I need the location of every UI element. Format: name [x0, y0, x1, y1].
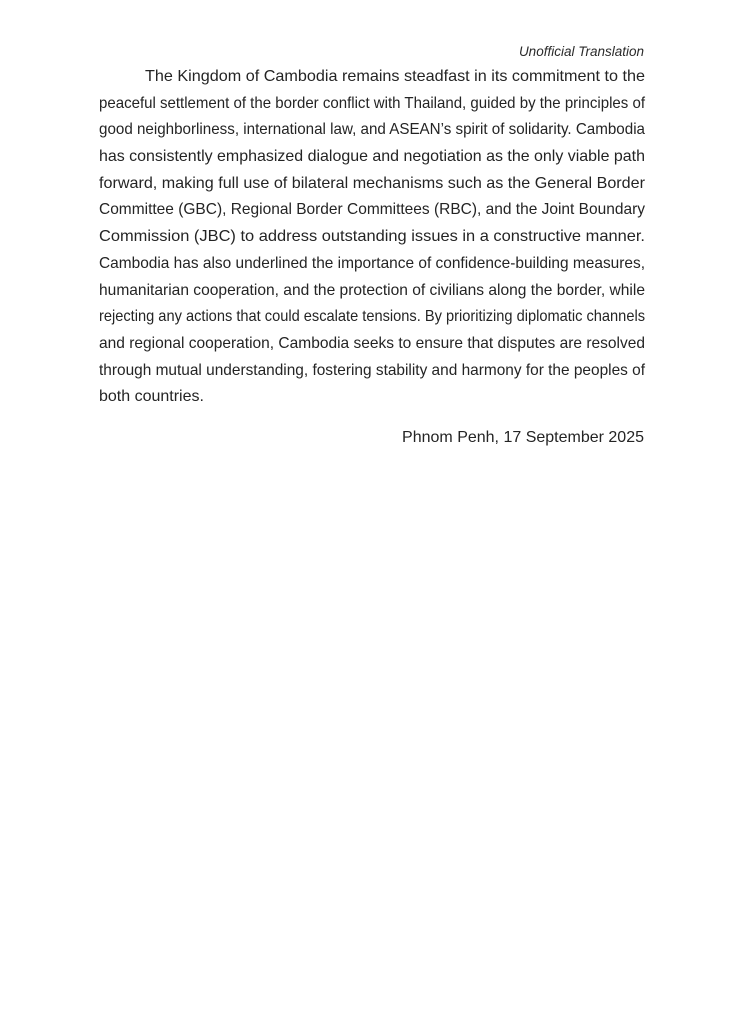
dateline: Phnom Penh, 17 September 2025: [402, 429, 644, 446]
paragraph-line: good neighborliness, international law, and ASEAN’s spirit of solidarity. Cambodia: [99, 121, 645, 139]
paragraph-line: The Kingdom of Cambodia remains steadfast in its commitment to the: [145, 68, 645, 85]
paragraph-line: Committee (GBC), Regional Border Committees (RBC), and the Joint Boundary: [99, 201, 645, 219]
body-paragraph: [99, 64, 645, 411]
paragraph-line: through mutual understanding, fostering stability and harmony for the peoples of: [99, 361, 645, 379]
paragraph-line: forward, making full use of bilateral mechanisms such as the General Border: [99, 174, 645, 192]
paragraph-line: has consistently emphasized dialogue and negotiation as the only viable path: [99, 148, 645, 166]
paragraph-line: both countries.: [99, 388, 204, 406]
paragraph-line: Cambodia has also underlined the importance of confidence-building measures,: [99, 254, 645, 272]
paragraph-line: Commission (JBC) to address outstanding issues in a constructive manner.: [99, 228, 645, 246]
unofficial-translation-note: Unofficial Translation: [518, 44, 644, 59]
paragraph-line: rejecting any actions that could escalate tensions. By prioritizing diplomatic channels: [99, 308, 645, 326]
paragraph-line: peaceful settlement of the border conflict with Thailand, guided by the principles of: [99, 94, 645, 112]
paragraph-line: humanitarian cooperation, and the protection of civilians along the border, while: [99, 281, 645, 299]
paragraph-line: and regional cooperation, Cambodia seeks to ensure that disputes are resolved: [99, 334, 645, 352]
